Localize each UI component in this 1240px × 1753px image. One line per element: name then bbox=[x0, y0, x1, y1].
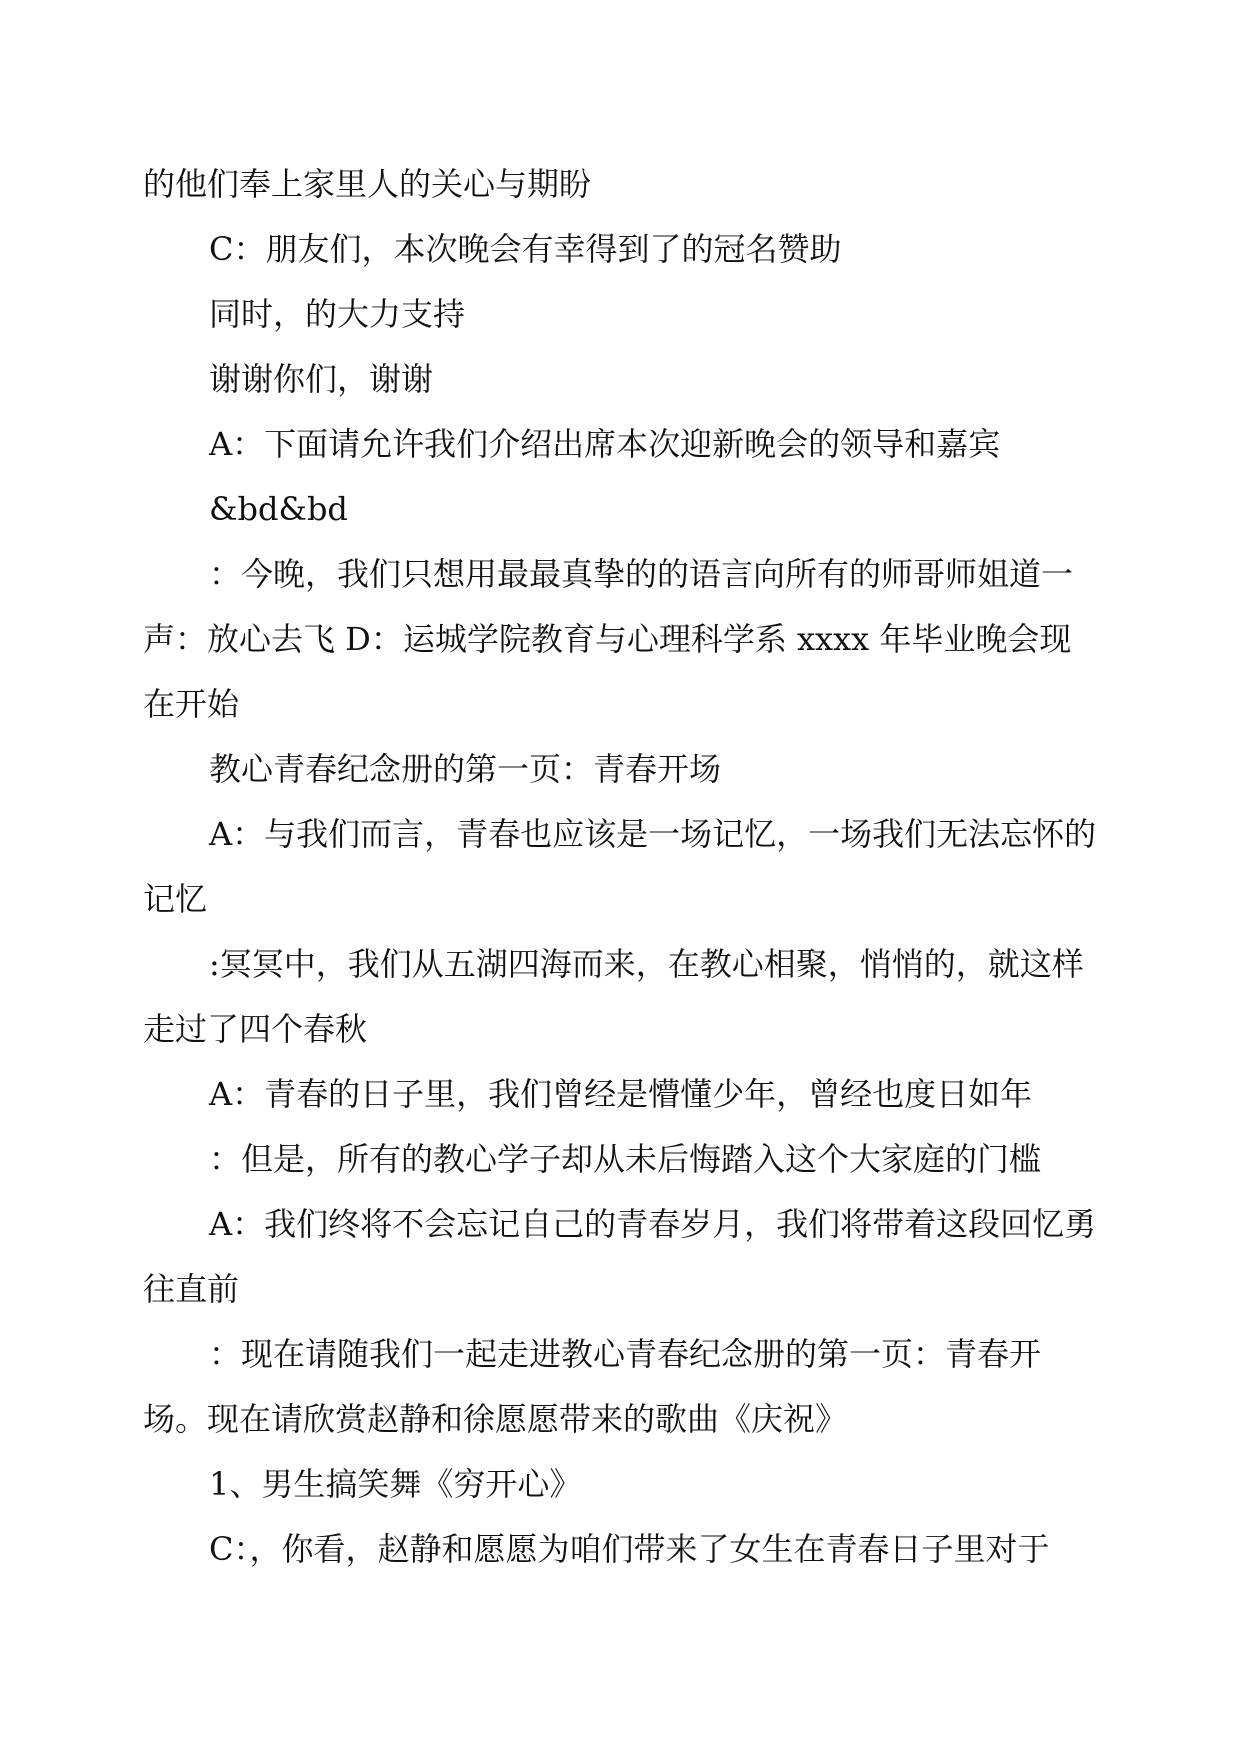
paragraph: ：今晚，我们只想用最最真挚的的语言向所有的师哥师姐道一声：放心去飞 D：运城学院教育与心理科学系 xxxx 年毕业晚会现在开始 bbox=[143, 555, 1074, 723]
paragraph: 的他们奉上家里人的关心与期盼 bbox=[143, 165, 592, 203]
document-body bbox=[143, 152, 1103, 1582]
paragraph: 同时，的大力支持 bbox=[209, 295, 466, 333]
paragraph: A：下面请允许我们介绍出席本次迎新晚会的领导和嘉宾 bbox=[209, 425, 1001, 463]
paragraph: ：现在请随我们一起走进教心青春纪念册的第一页：青春开场。现在请欣赏赵静和徐愿愿带来的歌曲《庆祝》 bbox=[143, 1335, 1042, 1438]
paragraph: &bd&bd bbox=[209, 490, 348, 528]
paragraph: :冥冥中，我们从五湖四海而来，在教心相聚，悄悄的，就这样走过了四个春秋 bbox=[143, 945, 1084, 1048]
paragraph: A：与我们而言，青春也应该是一场记忆，一场我们无法忘怀的记忆 bbox=[143, 815, 1097, 918]
paragraph: 谢谢你们，谢谢 bbox=[209, 360, 434, 398]
paragraph: C：，你看，赵静和愿愿为咱们带来了女生在青春日子里对于 bbox=[209, 1530, 1050, 1568]
paragraph: A：青春的日子里，我们曾经是懵懂少年，曾经也度日如年 bbox=[209, 1075, 1033, 1113]
paragraph: C：朋友们，本次晚会有幸得到了的冠名赞助 bbox=[209, 230, 842, 268]
paragraph: ：但是，所有的教心学子却从未后悔踏入这个大家庭的门槛 bbox=[209, 1140, 1042, 1178]
paragraph: 1、男生搞笑舞《穷开心》 bbox=[209, 1465, 582, 1503]
paragraph: A：我们终将不会忘记自己的青春岁月，我们将带着这段回忆勇往直前 bbox=[143, 1205, 1097, 1308]
paragraph: 教心青春纪念册的第一页：青春开场 bbox=[209, 750, 722, 788]
